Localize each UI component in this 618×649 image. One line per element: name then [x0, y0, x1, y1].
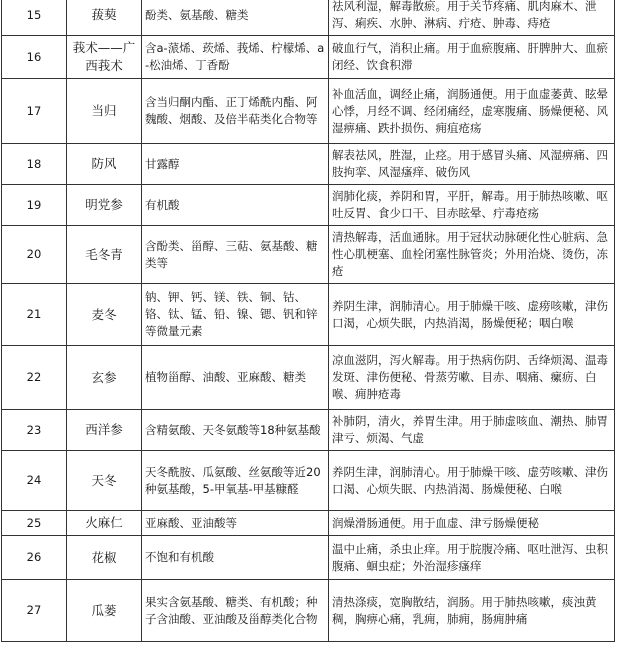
row-number: 18	[2, 144, 67, 185]
row-number: 17	[2, 79, 67, 144]
row-number: 15	[2, 0, 67, 36]
row-number: 21	[2, 284, 67, 346]
herb-components: 有机酸	[142, 185, 329, 226]
row-number: 26	[2, 536, 67, 580]
herb-effects: 清热解毒，活血通脉。用于冠状动脉硬化性心脏病、急性心肌梗塞、血栓闭塞性脉管炎；外用治烧、烫伤，冻疮	[329, 226, 615, 284]
table-row	[2, 284, 615, 346]
table-row	[2, 580, 615, 642]
herb-effects: 补血活血，调经止痛，润肠通便。用于血虚萎黄、眩晕心悸，月经不调、经闭痛经，虚寒腹痛、肠燥便秘、风湿痹痛、跌扑损伤、痈疽疮疡	[329, 79, 615, 144]
herb-components: 甘露醇	[142, 144, 329, 185]
herb-effects: 祛风利湿，解毒散瘀。用于关节疼痛、肌肉麻木、泄泻、痢疾、水肿、淋病、疔疮、肿毒、痔疮	[329, 0, 615, 36]
herb-effects: 养阴生津，润肺清心。用于肺燥干咳、虚痨咳嗽，津伤口渴，心烦失眠，内热消渴，肠燥便秘；咽白喉	[329, 284, 615, 346]
row-number: 27	[2, 580, 67, 642]
herb-effects: 润燥滑肠通便。用于血虚、津亏肠燥便秘	[329, 511, 615, 536]
row-number: 19	[2, 185, 67, 226]
row-number: 16	[2, 36, 67, 79]
herb-components: 含酚类、甾醇、三萜、氨基酸、糖类等	[142, 226, 329, 284]
herb-effects: 温中止痛，杀虫止痒。用于脘腹冷痛、呕吐泄泻、虫积腹痛、蛔虫症；外治湿疹瘙痒	[329, 536, 615, 580]
herb-name: 毛冬青	[67, 226, 142, 284]
table-row	[2, 226, 615, 284]
herb-components: 含当归酮内酯、正丁烯酰内酯、阿魏酸、烟酸、及倍半萜类化合物等	[142, 79, 329, 144]
herb-name: 天冬	[67, 451, 142, 511]
row-number: 24	[2, 451, 67, 511]
herb-name: 瓜蒌	[67, 580, 142, 642]
herb-name: 防风	[67, 144, 142, 185]
table-row	[2, 451, 615, 511]
herb-components: 酚类、氨基酸、糖类	[142, 0, 329, 36]
row-number: 25	[2, 511, 67, 536]
herb-components: 含精氨酸、天冬氨酸等18种氨基酸	[142, 410, 329, 451]
herb-effects: 凉血滋阴，泻火解毒。用于热病伤阴、舌绛烦渴、温毒发斑、津伤便秘、骨蒸劳嗽、目赤、咽痛、瘰疬、白喉、痈肿疮毒	[329, 346, 615, 410]
table-row	[2, 36, 615, 79]
table-row	[2, 79, 615, 144]
row-number: 22	[2, 346, 67, 410]
herb-effects: 清热涤痰，宽胸散结，润肠。用于肺热咳嗽，痰浊黄稠，胸痹心痛，乳痈，肺痈，肠痈肿痛	[329, 580, 615, 642]
herb-components: 钠、钾、钙、镁、铁、铜、钴、铬、钛、锰、铅、镍、锶、钒和锌等微量元素	[142, 284, 329, 346]
herb-name: 西洋参	[67, 410, 142, 451]
herb-components: 不饱和有机酸	[142, 536, 329, 580]
table-row	[2, 185, 615, 226]
herb-name: 麦冬	[67, 284, 142, 346]
herb-effects: 解表祛风，胜湿，止痉。用于感冒头痛、风湿痹痛、四肢拘挛、风湿瘙痒、破伤风	[329, 144, 615, 185]
herb-effects: 补肺阴，清火，养胃生津。用于肺虚咳血、潮热、肺胃津亏、烦渴、气虚	[329, 410, 615, 451]
herb-name: 明党参	[67, 185, 142, 226]
herb-name: 菝葜	[67, 0, 142, 36]
herb-components: 天冬酰胺、瓜氨酸、丝氨酸等近20种氨基酸，5-甲氧基-甲基糠醛	[142, 451, 329, 511]
herb-name: 莪术——广西莪术	[67, 36, 142, 79]
herb-components: 果实含氨基酸、糖类、有机酸；种子含油酸、亚油酸及甾醇类化合物	[142, 580, 329, 642]
table-row	[2, 144, 615, 185]
herb-name: 玄参	[67, 346, 142, 410]
herb-name: 花椒	[67, 536, 142, 580]
row-number: 23	[2, 410, 67, 451]
table-row	[2, 410, 615, 451]
herb-effects: 养阴生津，润肺清心。用于肺燥干咳、虚劳咳嗽、津伤口渴、心烦失眠、内热消渴、肠燥便秘、白喉	[329, 451, 615, 511]
herb-effects: 润肺化痰，养阴和胃，平肝，解毒。用于肺热咳嗽、呕吐反胃、食少口干、目赤眩晕、疔毒疮疡	[329, 185, 615, 226]
table-row	[2, 346, 615, 410]
herb-components: 植物甾醇、油酸、亚麻酸、糖类	[142, 346, 329, 410]
row-number: 20	[2, 226, 67, 284]
table-row	[2, 511, 615, 536]
herb-name: 火麻仁	[67, 511, 142, 536]
herb-components: 含a-蒎烯、莰烯、莪烯、柠檬烯、a-松油烯、丁香酚	[142, 36, 329, 79]
table-row	[2, 0, 615, 36]
herb-effects: 破血行气，消积止痛。用于血瘀腹痛、肝脾肿大、血瘀闭经、饮食积滞	[329, 36, 615, 79]
herb-components: 亚麻酸、亚油酸等	[142, 511, 329, 536]
herb-table	[1, 0, 615, 642]
herb-name: 当归	[67, 79, 142, 144]
table-row	[2, 536, 615, 580]
